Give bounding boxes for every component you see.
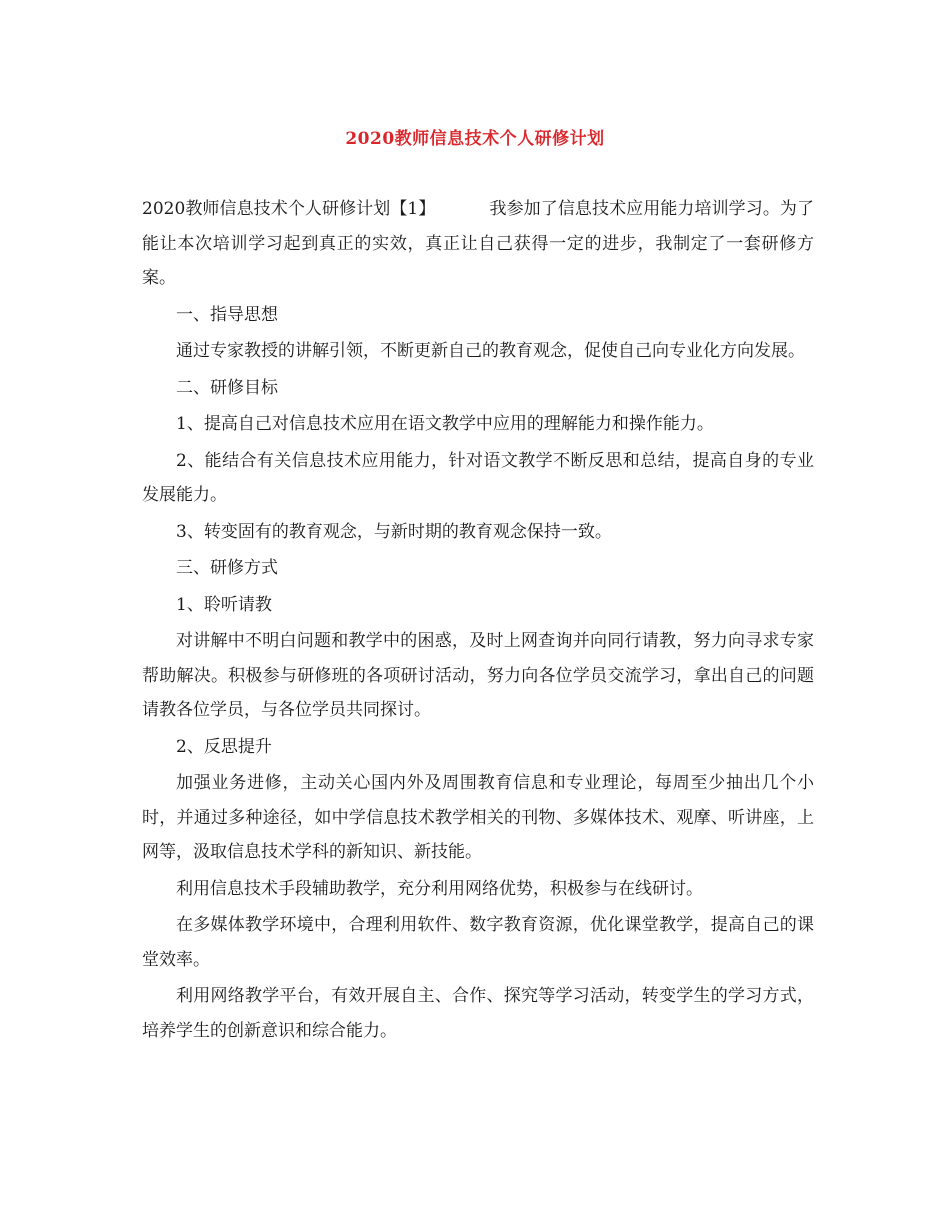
section-heading-guiding-thought: 一、指导思想 (176, 304, 278, 325)
paragraph: 加强业务进修，主动关心国内外及周围教育信息和专业理论，每周至少抽出几个小时，并通过多种途径，如中学信息技术教学相关的刊物、多媒体技术、观摩、听讲座，上网等，汲取信息技术学科的新知识、新技能。 (142, 773, 814, 862)
goal-item: 2、能结合有关信息技术应用能力，针对语文教学不断反思和总结，提高自身的专业发展能力。 (142, 450, 814, 505)
intro-text: 我参加了信息技术应用能力培训学习。为了能让本次培训学习起到真正的实效，真正让自己获得一定的进步，我制定了一套研修方案。 (142, 199, 814, 288)
paragraph: 通过专家教授的讲解引领，不断更新自己的教育观念，促使自己向专业化方向发展。 (176, 341, 805, 361)
paragraph: 在多媒体教学环境中，合理利用软件、数字教育资源，优化课堂教学，提高自己的课堂效率。 (142, 915, 814, 970)
paragraph: 对讲解中不明白问题和教学中的困惑，及时上网查询并向同行请教，努力向寻求专家帮助解决。积极参与研修班的各项研讨活动，努力向各位学员交流学习，拿出自己的问题请教各位学员，与各位学员共同探讨。 (142, 631, 814, 720)
method-heading: 1、聆听请教 (176, 594, 272, 615)
section-heading-methods: 三、研修方式 (176, 558, 278, 578)
paragraph: 利用信息技术手段辅助教学，充分利用网络优势，积极参与在线研讨。 (176, 878, 703, 899)
document-body (142, 192, 814, 1050)
intro-label: 2020教师信息技术个人研修计划【1】 (142, 199, 436, 219)
paragraph: 利用网络教学平台，有效开展自主、合作、探究等学习活动，转变学生的学习方式，培养学生的创新意识和综合能力。 (142, 986, 814, 1041)
section-heading-goals: 二、研修目标 (176, 377, 278, 398)
method-heading: 2、反思提升 (176, 736, 272, 757)
intro-paragraph (142, 192, 814, 296)
document-title: 2020教师信息技术个人研修计划 (345, 129, 605, 149)
goal-item: 3、转变固有的教育观念，与新时期的教育观念保持一致。 (176, 521, 612, 542)
goal-item: 1、提高自己对信息技术应用在语文教学中应用的理解能力和操作能力。 (176, 414, 714, 434)
